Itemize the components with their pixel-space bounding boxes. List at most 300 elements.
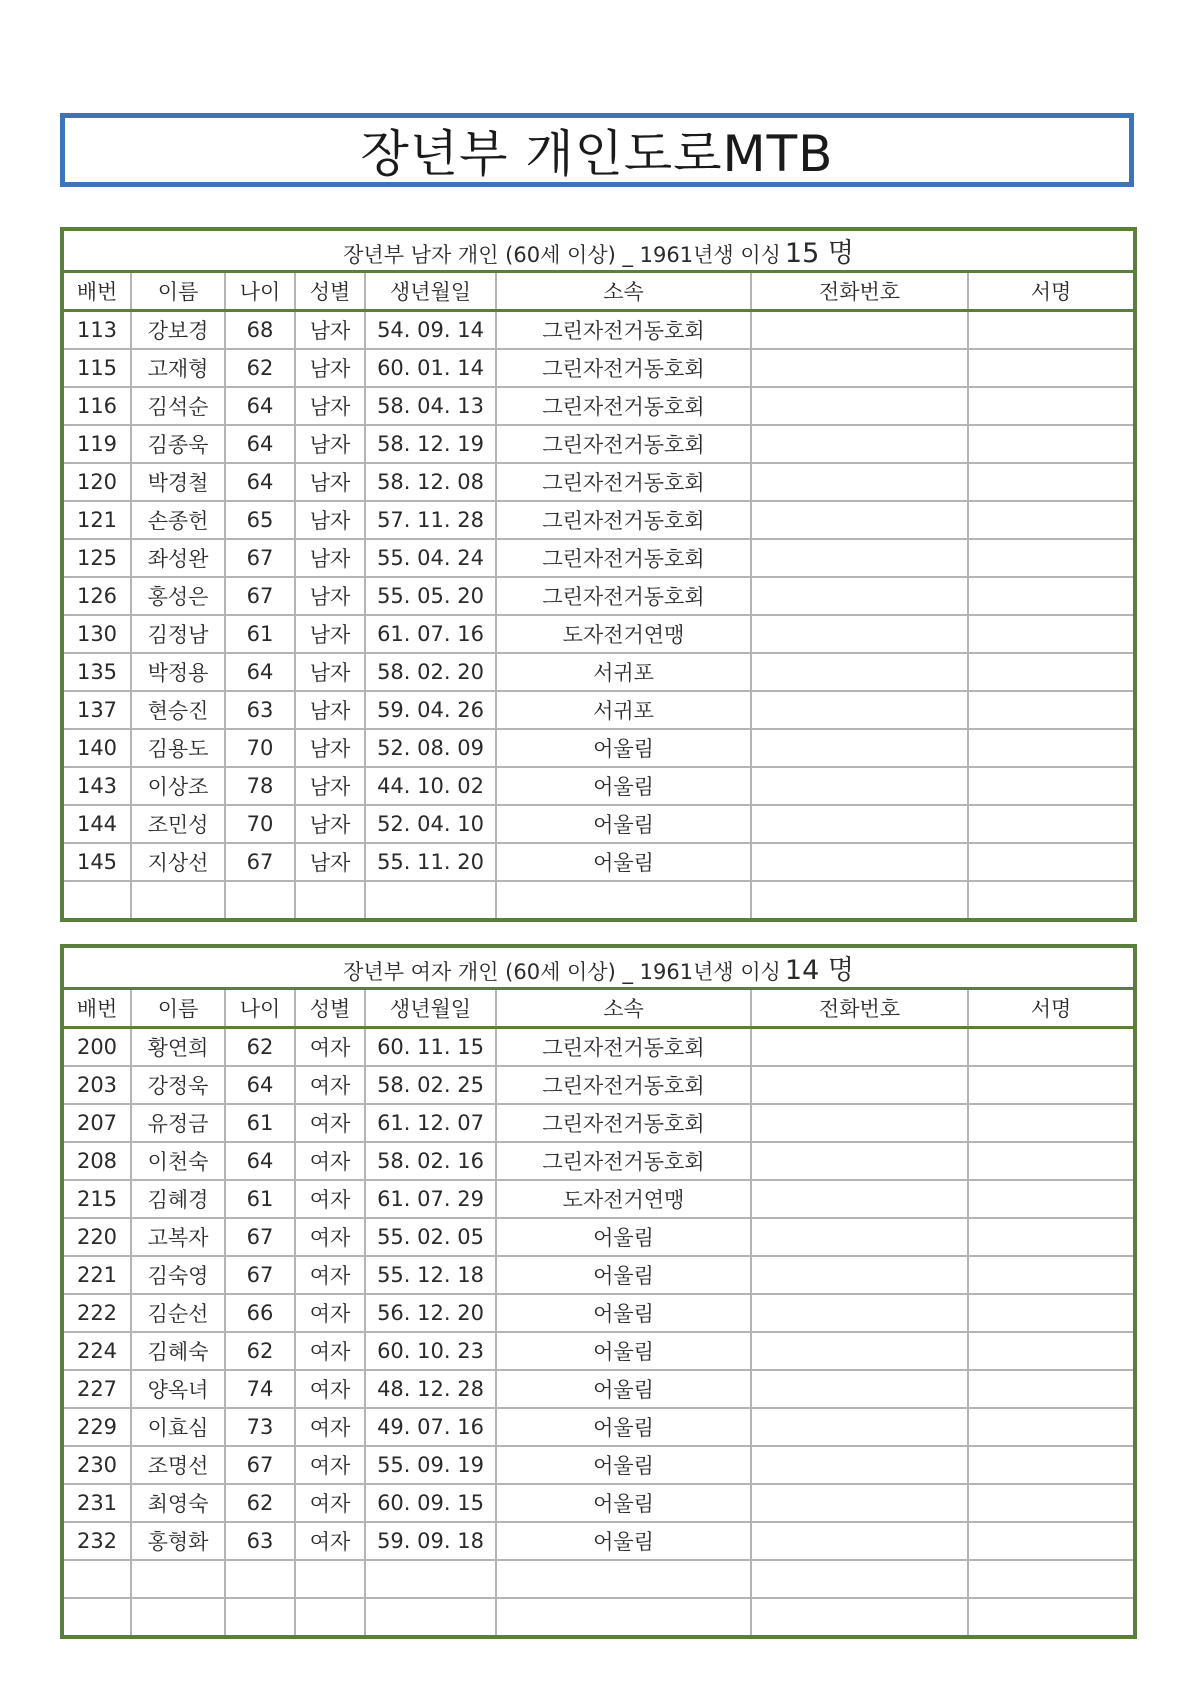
gender-cell: 여자 [295,1256,365,1294]
signature-cell[interactable] [968,577,1135,615]
phone-cell[interactable] [751,691,968,729]
phone-cell[interactable] [751,1218,968,1256]
gender-cell: 여자 [295,1104,365,1142]
column-header-birthdate: 생년월일 [365,989,496,1028]
club-cell: 어울림 [496,1256,751,1294]
gender-cell: 여자 [295,1446,365,1484]
bib-cell: 208 [62,1142,131,1180]
birthdate-cell: 55. 05. 20 [365,577,496,615]
phone-cell[interactable] [751,805,968,843]
bib-cell: 200 [62,1028,131,1067]
birthdate-cell: 58. 02. 20 [365,653,496,691]
empty-cell [496,1598,751,1637]
empty-cell [225,1598,295,1637]
table-row [62,1142,1135,1180]
phone-cell[interactable] [751,1522,968,1560]
age-cell: 62 [225,1484,295,1522]
gender-cell: 남자 [295,653,365,691]
signature-cell[interactable] [968,1142,1135,1180]
signature-cell[interactable] [968,767,1135,805]
phone-cell[interactable] [751,1484,968,1522]
women-count: 14 명 [784,955,854,986]
signature-cell[interactable] [968,843,1135,881]
birthdate-cell: 55. 09. 19 [365,1446,496,1484]
women-caption-cell [62,946,1135,989]
table-row [62,1370,1135,1408]
gender-cell: 남자 [295,387,365,425]
birthdate-cell: 44. 10. 02 [365,767,496,805]
column-header-gender: 성별 [295,272,365,311]
birthdate-cell: 55. 04. 24 [365,539,496,577]
signature-cell[interactable] [968,311,1135,350]
age-cell: 61 [225,1180,295,1218]
empty-row [62,881,1135,920]
birthdate-cell: 56. 12. 20 [365,1294,496,1332]
club-cell: 그린자전거동호회 [496,501,751,539]
age-cell: 63 [225,691,295,729]
empty-cell [496,881,751,920]
empty-cell [225,881,295,920]
bib-cell: 140 [62,729,131,767]
empty-cell [295,1560,365,1598]
empty-cell [131,1560,225,1598]
birthdate-cell: 58. 02. 25 [365,1066,496,1104]
birthdate-cell: 59. 04. 26 [365,691,496,729]
gender-cell: 남자 [295,539,365,577]
signature-cell[interactable] [968,615,1135,653]
birthdate-cell: 61. 07. 29 [365,1180,496,1218]
club-cell: 어울림 [496,1294,751,1332]
table-row [62,425,1135,463]
table-row [62,1522,1135,1560]
gender-cell: 여자 [295,1218,365,1256]
gender-cell: 남자 [295,805,365,843]
gender-cell: 여자 [295,1370,365,1408]
club-cell: 그린자전거동호회 [496,311,751,350]
age-cell: 67 [225,577,295,615]
bib-cell: 220 [62,1218,131,1256]
gender-cell: 남자 [295,463,365,501]
empty-cell [365,1598,496,1637]
age-cell: 63 [225,1522,295,1560]
birthdate-cell: 52. 08. 09 [365,729,496,767]
column-header-club: 소속 [496,989,751,1028]
column-header-signature: 서명 [968,272,1135,311]
name-cell: 홍성은 [131,577,225,615]
club-cell: 그린자전거동호회 [496,539,751,577]
age-cell: 78 [225,767,295,805]
birthdate-cell: 60. 10. 23 [365,1332,496,1370]
age-cell: 62 [225,349,295,387]
bib-cell: 125 [62,539,131,577]
club-cell: 어울림 [496,843,751,881]
club-cell: 어울림 [496,1370,751,1408]
birthdate-cell: 58. 12. 19 [365,425,496,463]
age-cell: 67 [225,539,295,577]
club-cell: 그린자전거동호회 [496,463,751,501]
name-cell: 홍형화 [131,1522,225,1560]
birthdate-cell: 60. 01. 14 [365,349,496,387]
club-cell: 어울림 [496,805,751,843]
name-cell: 김혜숙 [131,1332,225,1370]
name-cell: 김종욱 [131,425,225,463]
name-cell: 양옥녀 [131,1370,225,1408]
age-cell: 64 [225,1066,295,1104]
birthdate-cell: 54. 09. 14 [365,311,496,350]
table-row [62,691,1135,729]
bib-cell: 116 [62,387,131,425]
phone-cell[interactable] [751,349,968,387]
column-header-club: 소속 [496,272,751,311]
signature-cell[interactable] [968,463,1135,501]
age-cell: 67 [225,1446,295,1484]
table-row [62,539,1135,577]
bib-cell: 130 [62,615,131,653]
age-cell: 70 [225,805,295,843]
phone-cell[interactable] [751,311,968,350]
phone-cell[interactable] [751,501,968,539]
table-row [62,387,1135,425]
phone-cell[interactable] [751,1332,968,1370]
gender-cell: 남자 [295,691,365,729]
age-cell: 67 [225,1218,295,1256]
name-cell: 이천숙 [131,1142,225,1180]
gender-cell: 여자 [295,1180,365,1218]
empty-cell[interactable] [968,1598,1135,1637]
phone-cell[interactable] [751,767,968,805]
signature-cell[interactable] [968,425,1135,463]
phone-cell[interactable] [751,1294,968,1332]
bib-cell: 144 [62,805,131,843]
name-cell: 황연희 [131,1028,225,1067]
club-cell: 도자전거연맹 [496,1180,751,1218]
club-cell: 어울림 [496,1218,751,1256]
phone-cell[interactable] [751,1180,968,1218]
signature-cell[interactable] [968,691,1135,729]
name-cell: 최영숙 [131,1484,225,1522]
bib-cell: 203 [62,1066,131,1104]
empty-cell [295,881,365,920]
signature-cell[interactable] [968,1218,1135,1256]
age-cell: 70 [225,729,295,767]
phone-cell[interactable] [751,1066,968,1104]
name-cell: 김용도 [131,729,225,767]
table-row [62,1484,1135,1522]
age-cell: 61 [225,615,295,653]
page-title-box [60,113,1134,187]
phone-cell[interactable] [751,615,968,653]
table-row [62,615,1135,653]
signature-cell[interactable] [968,539,1135,577]
birthdate-cell: 60. 11. 15 [365,1028,496,1067]
name-cell: 박경철 [131,463,225,501]
signature-cell[interactable] [968,805,1135,843]
gender-cell: 여자 [295,1408,365,1446]
gender-cell: 남자 [295,425,365,463]
bib-cell: 121 [62,501,131,539]
club-cell: 어울림 [496,1522,751,1560]
column-header-signature: 서명 [968,989,1135,1028]
bib-cell: 145 [62,843,131,881]
gender-cell: 남자 [295,615,365,653]
birthdate-cell: 55. 02. 05 [365,1218,496,1256]
table-row [62,1294,1135,1332]
empty-cell[interactable] [968,1560,1135,1598]
bib-cell: 135 [62,653,131,691]
club-cell: 어울림 [496,1408,751,1446]
club-cell: 그린자전거동호회 [496,1028,751,1067]
bib-cell: 113 [62,311,131,350]
table-row [62,843,1135,881]
age-cell: 67 [225,843,295,881]
name-cell: 김순선 [131,1294,225,1332]
bib-cell: 119 [62,425,131,463]
phone-cell[interactable] [751,577,968,615]
empty-cell[interactable] [751,1598,968,1637]
table-row [62,1180,1135,1218]
gender-cell: 남자 [295,843,365,881]
name-cell: 김석순 [131,387,225,425]
gender-cell: 여자 [295,1028,365,1067]
bib-cell: 120 [62,463,131,501]
signature-cell[interactable] [968,653,1135,691]
bib-cell: 224 [62,1332,131,1370]
birthdate-cell: 61. 12. 07 [365,1104,496,1142]
table-row [62,1066,1135,1104]
club-cell: 그린자전거동호회 [496,1104,751,1142]
signature-cell[interactable] [968,501,1135,539]
signature-cell[interactable] [968,1180,1135,1218]
empty-cell[interactable] [751,881,968,920]
page-title: 장년부 개인도로MTB [360,125,834,183]
age-cell: 64 [225,425,295,463]
women-header-row [62,989,1135,1028]
birthdate-cell: 61. 07. 16 [365,615,496,653]
name-cell: 조명선 [131,1446,225,1484]
name-cell: 김혜경 [131,1180,225,1218]
bib-cell: 222 [62,1294,131,1332]
bib-cell: 143 [62,767,131,805]
column-header-bib: 배번 [62,989,131,1028]
gender-cell: 여자 [295,1332,365,1370]
bib-cell: 221 [62,1256,131,1294]
women-table-body [62,1028,1135,1638]
empty-cell [365,1560,496,1598]
empty-cell [225,1560,295,1598]
gender-cell: 남자 [295,501,365,539]
empty-cell [131,1598,225,1637]
phone-cell[interactable] [751,1370,968,1408]
column-header-phone: 전화번호 [751,989,968,1028]
table-row [62,729,1135,767]
empty-cell [62,1598,131,1637]
birthdate-cell: 52. 04. 10 [365,805,496,843]
club-cell: 그린자전거동호회 [496,425,751,463]
empty-cell [365,881,496,920]
gender-cell: 여자 [295,1522,365,1560]
name-cell: 현승진 [131,691,225,729]
bib-cell: 229 [62,1408,131,1446]
men-caption-cell [62,229,1135,272]
phone-cell[interactable] [751,1408,968,1446]
name-cell: 유정금 [131,1104,225,1142]
phone-cell[interactable] [751,729,968,767]
birthdate-cell: 57. 11. 28 [365,501,496,539]
bib-cell: 231 [62,1484,131,1522]
men-roster-table [60,227,1137,922]
gender-cell: 여자 [295,1294,365,1332]
women-caption-row [62,946,1135,989]
bib-cell: 207 [62,1104,131,1142]
table-row [62,1028,1135,1067]
name-cell: 손종헌 [131,501,225,539]
table-row [62,577,1135,615]
club-cell: 그린자전거동호회 [496,1066,751,1104]
signature-cell[interactable] [968,1522,1135,1560]
signature-cell[interactable] [968,1484,1135,1522]
signature-cell[interactable] [968,1028,1135,1067]
age-cell: 64 [225,1142,295,1180]
name-cell: 김정남 [131,615,225,653]
empty-cell [496,1560,751,1598]
name-cell: 이효심 [131,1408,225,1446]
column-header-birthdate: 생년월일 [365,272,496,311]
phone-cell[interactable] [751,1142,968,1180]
phone-cell[interactable] [751,463,968,501]
name-cell: 지상선 [131,843,225,881]
gender-cell: 남자 [295,311,365,350]
gender-cell: 남자 [295,349,365,387]
age-cell: 66 [225,1294,295,1332]
birthdate-cell: 55. 11. 20 [365,843,496,881]
table-row [62,1256,1135,1294]
birthdate-cell: 58. 12. 08 [365,463,496,501]
signature-cell[interactable] [968,1446,1135,1484]
empty-cell[interactable] [751,1560,968,1598]
phone-cell[interactable] [751,1028,968,1067]
name-cell: 이상조 [131,767,225,805]
name-cell: 좌성완 [131,539,225,577]
women-caption: 장년부 여자 개인 (60세 이상) _ 1961년생 이싱 [343,960,781,984]
table-row [62,1446,1135,1484]
signature-cell[interactable] [968,729,1135,767]
bib-cell: 137 [62,691,131,729]
signature-cell[interactable] [968,387,1135,425]
signature-cell[interactable] [968,1066,1135,1104]
bib-cell: 232 [62,1522,131,1560]
club-cell: 도자전거연맹 [496,615,751,653]
bib-cell: 115 [62,349,131,387]
age-cell: 64 [225,653,295,691]
gender-cell: 여자 [295,1484,365,1522]
table-row [62,1218,1135,1256]
age-cell: 67 [225,1256,295,1294]
table-row [62,1408,1135,1446]
phone-cell[interactable] [751,387,968,425]
club-cell: 그린자전거동호회 [496,349,751,387]
club-cell: 그린자전거동호회 [496,577,751,615]
bib-cell: 227 [62,1370,131,1408]
empty-cell [131,881,225,920]
table-row [62,805,1135,843]
club-cell: 어울림 [496,767,751,805]
age-cell: 74 [225,1370,295,1408]
bib-cell: 126 [62,577,131,615]
signature-cell[interactable] [968,1332,1135,1370]
age-cell: 64 [225,387,295,425]
empty-cell[interactable] [968,881,1135,920]
club-cell: 그린자전거동호회 [496,387,751,425]
column-header-name: 이름 [131,272,225,311]
bib-cell: 230 [62,1446,131,1484]
women-roster-table [60,944,1137,1639]
birthdate-cell: 58. 04. 13 [365,387,496,425]
table-row [62,349,1135,387]
age-cell: 65 [225,501,295,539]
club-cell: 어울림 [496,1332,751,1370]
age-cell: 64 [225,463,295,501]
phone-cell[interactable] [751,653,968,691]
phone-cell[interactable] [751,843,968,881]
phone-cell[interactable] [751,539,968,577]
men-header-row [62,272,1135,311]
signature-cell[interactable] [968,1256,1135,1294]
club-cell: 그린자전거동호회 [496,1142,751,1180]
phone-cell[interactable] [751,1104,968,1142]
table-row [62,463,1135,501]
empty-row [62,1560,1135,1598]
birthdate-cell: 49. 07. 16 [365,1408,496,1446]
name-cell: 김숙영 [131,1256,225,1294]
men-count: 15 명 [784,238,854,269]
age-cell: 62 [225,1028,295,1067]
empty-cell [295,1598,365,1637]
gender-cell: 남자 [295,767,365,805]
table-row [62,311,1135,350]
birthdate-cell: 48. 12. 28 [365,1370,496,1408]
signature-cell[interactable] [968,349,1135,387]
gender-cell: 여자 [295,1066,365,1104]
birthdate-cell: 59. 09. 18 [365,1522,496,1560]
birthdate-cell: 60. 09. 15 [365,1484,496,1522]
column-header-age: 나이 [225,272,295,311]
age-cell: 68 [225,311,295,350]
column-header-gender: 성별 [295,989,365,1028]
gender-cell: 남자 [295,729,365,767]
age-cell: 62 [225,1332,295,1370]
empty-cell [62,881,131,920]
name-cell: 강보경 [131,311,225,350]
phone-cell[interactable] [751,425,968,463]
column-header-phone: 전화번호 [751,272,968,311]
signature-cell[interactable] [968,1294,1135,1332]
birthdate-cell: 58. 02. 16 [365,1142,496,1180]
phone-cell[interactable] [751,1446,968,1484]
signature-cell[interactable] [968,1408,1135,1446]
men-caption-row [62,229,1135,272]
age-cell: 73 [225,1408,295,1446]
signature-cell[interactable] [968,1104,1135,1142]
signature-cell[interactable] [968,1370,1135,1408]
name-cell: 강정욱 [131,1066,225,1104]
phone-cell[interactable] [751,1256,968,1294]
column-header-name: 이름 [131,989,225,1028]
men-table-body [62,311,1135,921]
table-row [62,1332,1135,1370]
table-row [62,501,1135,539]
gender-cell: 여자 [295,1142,365,1180]
club-cell: 어울림 [496,729,751,767]
